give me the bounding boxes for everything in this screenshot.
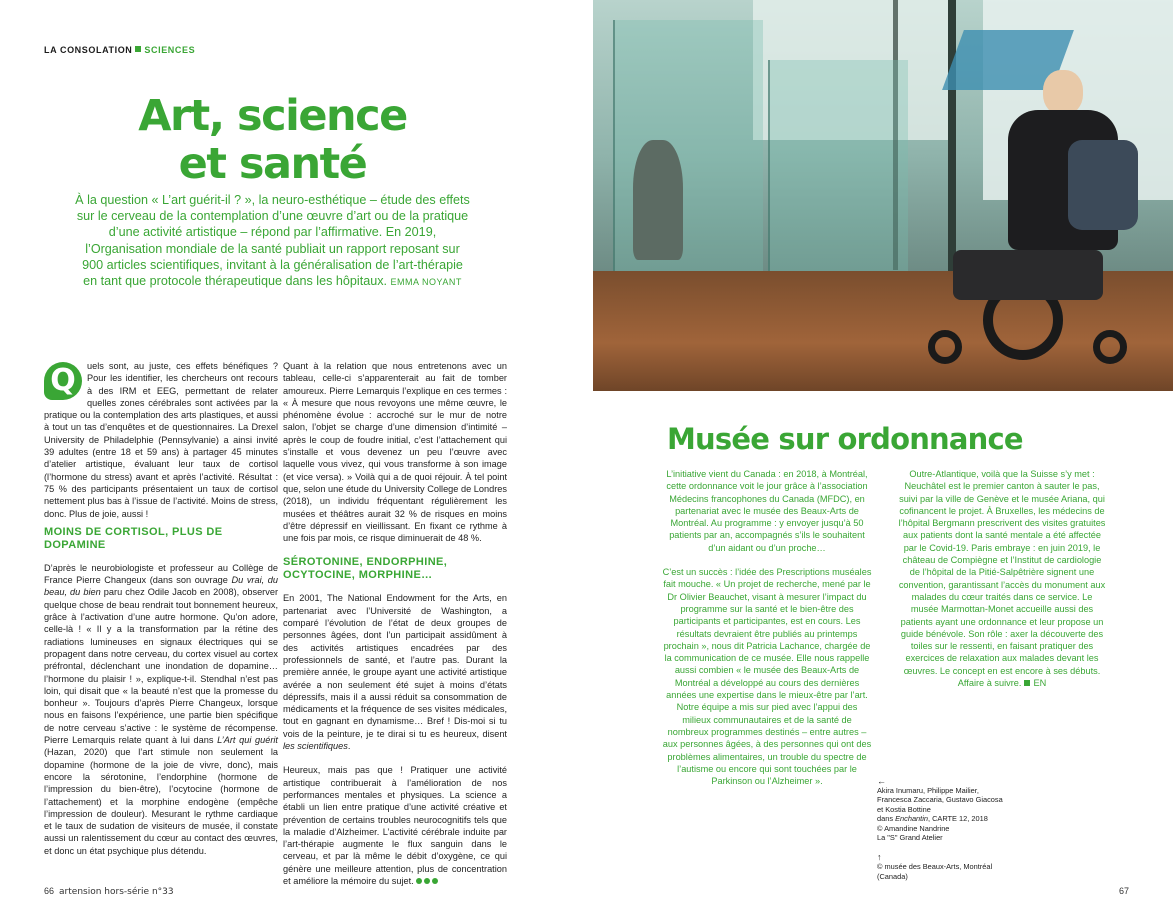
right-c1-paragraph-2: C’est un succès : l’idée des Prescriptions muséales fait mouche. « Un projet de recherche, mené par le Dr Olivier Beauchet, visant à mesurer l’impact du programme sur la santé et le bien-être des participants et participantes, est en cours. Les résultats devraient être publiés au printemps prochain », nous dit Patricia Lachance, chargée de la communication de ce musée. Elle nous rappelle aussi combien « le musée des Beaux-Arts de Montréal a développé au cours des dernières années une expertise dans le mieux-être par l’art. Notre équipe a mis sur pied avec l’appui des milieux communautaires et de la santé de nombreux programmes destinés – entre autres – aux personnes âgées, à des personnes qui ont des problèmes alimentaires, un trouble du spectre de l’autisme ou encore qui sont touchées par le Parkinson ou l’Alzheimer ». — [662, 567, 872, 787]
col1-p2-part-a: D’après le neurobiologiste et professeur au Collège de France Pierre Changeux (dans son ouvrage — [44, 562, 278, 586]
photo-caption — [877, 776, 1007, 881]
museum-photo — [593, 0, 1173, 391]
col2-paragraph-2: En 2001, The National Endowment for the Arts, en partenariat avec l’Université de Washington, a comparé l’évolution de l’état de deux groupes de personnes âgées, dont l’un participait assidûment à des activités artistiques encadrées par des professionnels de santé, et l’autre pas. Durant la première année, le groupe ayant une activité artistique avérée a non seulement été sujet à moins d’états dépressifs, mais il a aussi réduit sa consommation de médicaments et la fréquence de ses visites médicales, tout en gagnant en dynamisme… Bref ! Dis-moi si tu vois de la peinture, je te dirai si tu es heureux, disent les scientifiques. — [283, 593, 507, 752]
rubric-square-icon — [135, 46, 141, 52]
caption-work-prefix: dans — [877, 814, 896, 824]
right-c2-text: Outre-Atlantique, voilà que la Suisse s’y met : Neuchâtel est le premier canton à sauter le pas, suivi par la ville de Genève et le musée Ariana, qui cofinancent le projet. À Bruxelles, les médecins de l’hôpital Bergmann prescrivent des visites gratuites aux patients dont la santé mentale a été affectée par le Covid-19. Paris embraye : en juin 2019, le château de Compiègne et l’Institut de cardiologie de l’hôpital de la Pitié-Salpêtrière signent une convention, garantissant l’accès du monument aux malades du cœur traités dans ce service. Le musée Marmottan-Monet accueille aussi des patients ayant une ordonnance et leur propose un guide bénévole. Son rôle : axer la découverte des toiles sur le ressenti, en faisant pratiquer des exercices de relaxation aux malades devant les œuvres. Le concept en est encore à ses débuts. Affaire à suivre. — [898, 469, 1106, 689]
col2-paragraph-1: Quant à la relation que nous entretenons avec un tableau, celle-ci s’apparenterait au fait de tomber amoureux. Pierre Lemarquis l’explique en ces termes : « À mesure que nous revoyons une même œuvre, le phénomène évolue : accroché sur le mur de notre salon, l’objet se charge d’une dimension d’intimité – après le coup de foudre initial, c’est l’attachement qui s’installe et vous devenez un peu l’œuvre avec laquelle vous vivez, qui vous transforme à son image (et vice versa). » Voilà qui a de quoi réjouir. À tel point que, selon une étude du University College de Londres (2018), un individu fréquentant régulièrement les musées et théâtres aurait 32 % de risques en moins d’être dépressif en vieillissant. En fixant ce rythme à une fois par mois, ce risque diminuerait de 48 %. — [283, 361, 507, 544]
photo-wheelchair-seat — [953, 250, 1103, 300]
right-column-2 — [897, 468, 1107, 689]
magazine-name: artension hors-série n°33 — [59, 887, 174, 897]
col2-paragraph-3 — [283, 764, 507, 887]
col1-book-title: Du vrai, du beau, du bien — [44, 575, 278, 598]
caption-studio: La "S" Grand Atelier — [877, 833, 943, 843]
right-column-1 — [662, 468, 872, 787]
col1-p2-part-c: (Hazan, 2020) que l’art stimule non seulement la dopamine (hormone de la joie de vivre, donc), mais encore la sérotonine, l’endorphine (hormone de l’impression du bien-être), l’ocytocine (hormone de l’attachement) et la morphine endogène (empêche l’impression de douleur). Mesurant le rythme cardiaque et le taux de sudation de visiteurs de musée, il constate aussi un ralentissement du cœur au contact des œuvres, et donc un état psychique plus détendu. — [44, 747, 278, 856]
caption-gap — [877, 842, 1007, 852]
left-folio — [44, 886, 174, 897]
page-number-right: 67 — [1119, 886, 1130, 896]
article-title — [80, 92, 465, 188]
col1-book-title-2: L’Art qui guérit — [217, 735, 278, 746]
caption-arrow-left-icon: ← — [877, 776, 886, 786]
caption-photo-credit: © musée des Beaux-Arts, Montréal (Canada) — [877, 862, 993, 881]
caption-artists: Akira Inumaru, Philippe Mailier, Francesca Zaccaria, Gustavo Giacosa et Kostia Bottine — [877, 786, 1003, 814]
caption-work-suffix: , CARTE 12, 2018 — [927, 814, 988, 824]
rubric — [44, 45, 195, 55]
caption-work-title: Enchantin — [895, 814, 928, 824]
caption-credit: © Amandine Nandrine — [877, 823, 950, 833]
photo-wheel-small — [928, 330, 962, 364]
photo-wheel-small-2 — [1093, 330, 1127, 364]
caption-arrow-up-icon: ↑ — [877, 852, 882, 863]
page-number-left: 66 — [44, 886, 55, 896]
col1-paragraph-2 — [44, 562, 278, 857]
col1-paragraph-1: uels sont, au juste, ces effets bénéfiques ? Pour les identifier, les chercheurs ont recours à des IRM et EEG, permettant de relater quelles zones cérébrales sont activées par la pratique ou la contemplation des arts plastiques, et aussi à tout un tas d’enquêtes et de questionnaires. La Drexel University de Philadelphie (Pennsylvanie) a ainsi invité 39 adultes (entre 18 et 59 ans) à partager 45 minutes d’atelier artistique, évaluant leur taux de cortisol (l’hormone du stress) avant et après l’activité. Résultat : 75 % des participants présentaient un taux de cortisol nettement plus bas à l’issue de l’activité. Moins de stress, donc. Plus de joie, aussi ! — [44, 361, 278, 519]
rubric-section: LA CONSOLATION — [44, 45, 133, 55]
photo-backpack — [1068, 140, 1138, 230]
paragraph-gap — [662, 554, 872, 566]
photo-sculpture — [633, 140, 683, 260]
author-name: EMMA NOYANT — [390, 277, 462, 288]
end-square-icon — [1024, 680, 1030, 686]
left-page — [0, 0, 586, 913]
col2-p2-emphasis: les scientifiques — [283, 741, 348, 752]
caption-work — [877, 814, 1007, 823]
section-subtitle: Musée sur ordonnance — [667, 422, 1023, 456]
col2-p2-text: En 2001, The National Endowment for the Arts, en partenariat avec l’Université de Washington, a comparé l’évolution de l’état de deux groupes de personnes âgées, dont l’un participait assidûment à des activités artistiques encadrées par des professionnels de santé, et l’autre pas. Durant la première année, le groupe ayant une activité artistique avérée a non seulement été sujet à moins d’états dépressifs, mais il a aussi réduit sa consommation de médicaments et la fréquence de ses visites médicales, tout en gagnant en dynamisme… Bref ! Dis-moi si tu vois de la peinture, je te dirai si tu es heureux, disent — [283, 593, 507, 739]
dropcap-letter: Q — [50, 363, 76, 398]
right-c1-paragraph-1: L’initiative vient du Canada : en 2018, à Montréal, cette ordonnance voit le jour grâce à l’association Médecins francophones du Canada (MFDC), en partenariat avec le musée des Beaux-Arts de Montréal. Au programme : y envoyer jusqu’à 50 patients par an, accompagnés s’ils le souhaitent d’un aidant ou d’un proche… — [666, 469, 868, 553]
dropcap — [44, 362, 82, 400]
right-folio — [1119, 886, 1129, 896]
col2-heading: SÉROTONINE, ENDORPHINE, OCYTOCINE, MORPHINE… — [283, 556, 448, 582]
intro-text: À la question « L’art guérit-il ? », la neuro-esthétique – étude des effets sur le cerveau de la contemplation d’une œuvre d’art ou de la pratique d’une activité artistique – répond par l’affirmative. En 2019, l’Organisation mondiale de la santé publiait un rapport reposant sur 900 articles scientifiques, invitant à la généralisation de l’art-thérapie en tant que protocole thérapeutique dans les hôpitaux. — [75, 193, 470, 289]
col2-p3-text: Heureux, mais pas que ! Pratiquer une activité artistique contribuerait à l’amélioration de nos performances mentales et physiques. La science a établi un lien entre pratique d’une activité créative et prévention de certains troubles neurocognitifs tels que la maladie d’Alzheimer. L’activité cérébrale induite par l’art-thérapie augmente le flux sanguin dans le cerveau, et par là même le débit d’oxygène, ce qui génère une meilleure attention, plus de concentration et améliore la mémoire du sujet. — [283, 765, 507, 886]
left-column-1 — [44, 360, 278, 857]
paragraph-gap — [283, 752, 507, 764]
right-page — [587, 0, 1173, 913]
article-intro — [75, 192, 470, 290]
left-column-2 — [283, 360, 507, 888]
right-c2-signature: EN — [1033, 678, 1047, 689]
rubric-subsection: SCIENCES — [144, 45, 196, 55]
title-line-1: Art, science — [138, 91, 407, 141]
col1-heading: MOINS DE CORTISOL, PLUS DE DOPAMINE — [44, 525, 223, 551]
col1-p2-part-b: paru chez Odile Jacob en 2008), observer quelque chose de beau rendrait tout bonnement heureux, grâce à l’activation d’une autre hormone. Qu’on adore, celle-là ! « Il y a la transformation par la rétine des radiations lumineuses en signaux électriques qui se propagent dans notre cerveau, du cortex visuel au cortex préfrontal, déclenchant une inondation de dopamine… l’hormone du plaisir ! », explique-t-il. Stendhal n’est pas loin, qui disait que « la beauté n’est que la promesse du bonheur ». Toujours d’après Pierre Changeux, lorsque nous en faisons l’expérience, une partie bien spécifique de notre cerveau s’active : le système de récompense. Pierre Lemarquis relate quant à lui dans — [44, 587, 278, 746]
end-dots-icon — [414, 875, 438, 887]
title-line-2: et santé — [178, 139, 367, 189]
photo-frame — [948, 0, 956, 280]
photo-person-head — [1043, 70, 1083, 115]
right-c2-paragraph-1 — [897, 468, 1107, 689]
